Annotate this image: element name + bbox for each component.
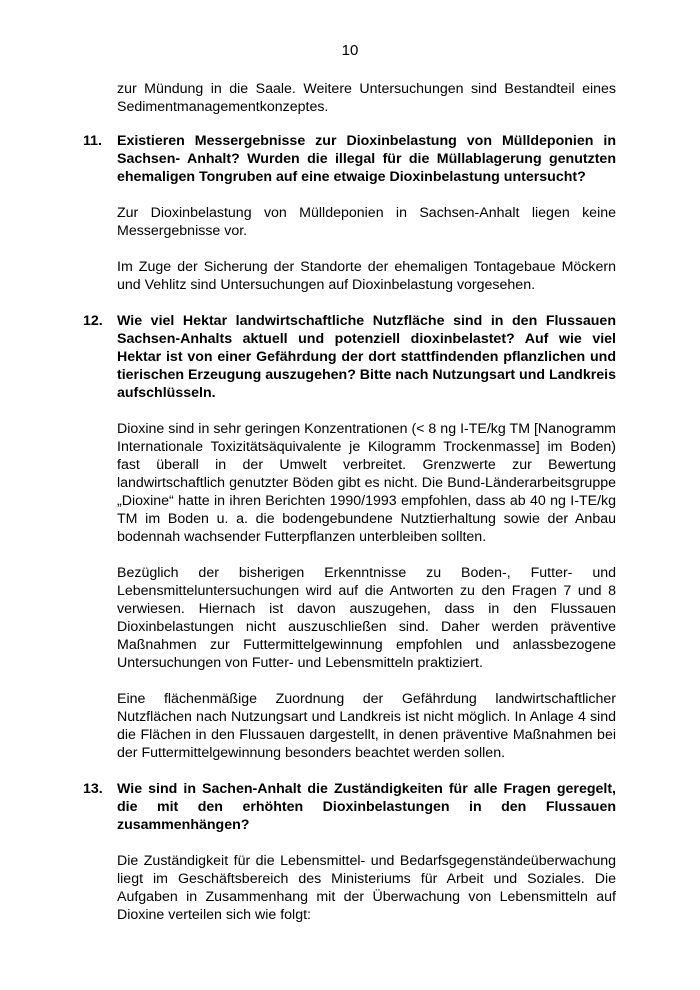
question-11 xyxy=(83,132,616,186)
answer-paragraph: Bezüglich der bisherigen Erkenntnisse zu Boden-, Futter- und Lebensmitteluntersuchungen wird auf die Antworten zu den Fragen 7 und 8 verwiesen. Hiernach ist davon auszugehen, dass in den Flussauen Dioxinbelastungen nicht auszuschließen sind. Daher werden präventive Maßnahmen zur Futtermittelgewinnung empfohlen und anlassbezogene Untersuchungen von Futter- und Lebensmitteln praktiziert. xyxy=(117,565,616,671)
question-text: Wie viel Hektar landwirtschaftliche Nutzfläche sind in den Flussauen Sachsen-Anhalts aktuell und potenziell dioxinbelastet? Auf wie viel Hektar ist von einer Gefährdung der dort stattfindenden pflanzlichen und tierischen Erzeugung auszugehen? Bitte nach Nutzungsart und Landkreis aufschlüsseln. xyxy=(117,313,616,401)
answer-paragraph: Zur Dioxinbelastung von Mülldeponien in Sachsen-Anhalt liegen keine Messergebnisse vor. xyxy=(117,205,616,239)
page-number: 10 xyxy=(341,42,359,59)
question-12 xyxy=(83,312,616,402)
intro-paragraph: zur Mündung in die Saale. Weitere Untersuchungen sind Bestandteil eines Sedimentmanagementkonzeptes. xyxy=(117,81,616,115)
question-text: Wie sind in Sachen-Anhalt die Zuständigkeiten für alle Fragen geregelt, die mit den erhöhten Dioxinbelastungen in den Flussauen zusammenhängen? xyxy=(117,781,616,833)
answer-paragraph: Dioxine sind in sehr geringen Konzentrationen (< 8 ng I-TE/kg TM [Nanogramm Internationale Toxizitätsäquivalente je Kilogramm Trockenmasse] im Boden) fast überall in der Umwelt verbreitet. Grenzwerte zur Bewertung landwirtschaftlich genutzter Böden gibt es nicht. Die Bund-Länderarbeitsgruppe „Dioxine“ hatte in ihren Berichten 1990/1993 empfohlen, dass ab 40 ng I-TE/kg TM im Boden u. a. die bodengebundene Nutztierhaltung sowie der Anbau bodennah wachsender Futterpflanzen unterbleiben sollten. xyxy=(117,421,616,545)
answer-paragraph: Eine flächenmäßige Zuordnung der Gefährdung landwirtschaftlicher Nutzflächen nach Nutzungsart und Landkreis ist nicht möglich. In Anlage 4 sind die Flächen in den Flussauen dargestellt, in denen präventive Maßnahmen bei der Futtermittelgewinnung besonders beachtet werden sollen. xyxy=(117,691,616,761)
question-number: 12. xyxy=(83,313,103,329)
answer-paragraph: Im Zuge der Sicherung der Standorte der ehemaligen Tontagebaue Möckern und Vehlitz sind Untersuchungen auf Dioxinbelastung vorgesehen. xyxy=(117,259,616,293)
question-number: 13. xyxy=(83,781,103,797)
question-text: Existieren Messergebnisse zur Dioxinbelastung von Mülldeponien in Sachsen- Anhalt? Wurden die illegal für die Müllablagerung genutzten ehemaligen Tongruben auf eine etwaige Dioxinbelastung untersucht? xyxy=(117,133,616,185)
page-content xyxy=(83,80,616,924)
answer-paragraph: Die Zuständigkeit für die Lebensmittel- und Bedarfsgegenständeüberwachung liegt im Geschäftsbereich des Ministeriums für Arbeit und Soziales. Die Aufgaben in Zusammenhang mit der Überwachung von Lebensmitteln auf Dioxine verteilen sich wie folgt: xyxy=(117,853,616,923)
question-number: 11. xyxy=(83,133,102,149)
question-13 xyxy=(83,780,616,834)
